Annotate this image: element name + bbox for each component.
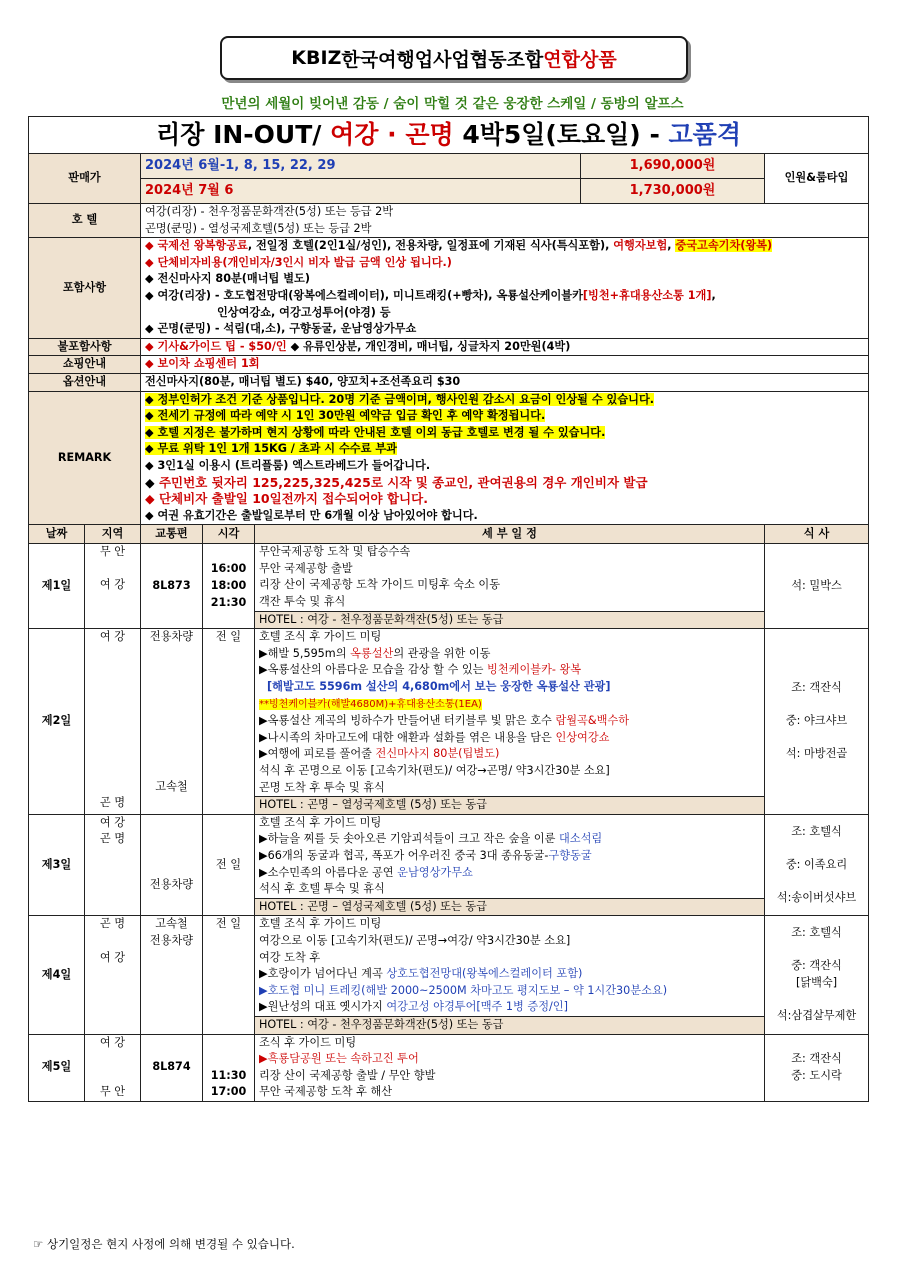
day-1-region: 무 안 여 강 (85, 544, 141, 629)
day-1-detail: 무안국제공항 도착 및 탑승수속 무안 국제공항 출발 리장 산이 국제공항 도착 가이드 미팅후 숙소 이동 객잔 투숙 및 휴식 (255, 544, 765, 611)
day-5-detail: 조식 후 가이드 미팅 ▶흑룡담공원 또는 속하고진 투어 리장 산이 국제공항 출발 / 무안 향발 무안 국제공항 도착 후 해산 (255, 1034, 765, 1101)
day-4-hotel: HOTEL : 여강 - 천우정품문화객잔(5성) 또는 동급 (255, 1016, 765, 1034)
day-2-hotel: HOTEL : 곤명 – 열성국제호텔 (5성) 또는 동급 (255, 797, 765, 815)
page-title: 리장 IN-OUT/ 여강 · 곤명 4박5일(토요일) - 고품격 (29, 117, 869, 154)
hotel-label: 호 텔 (29, 204, 141, 238)
day-3-transport: 전용차량 (141, 814, 203, 916)
day-4-label: 제4일 (29, 916, 85, 1034)
shopping-label: 쇼핑안내 (29, 356, 141, 374)
day-2-time: 전 일 (203, 629, 255, 815)
day-2-transport: 전용차량 고속철 (141, 629, 203, 815)
option-info: 전신마사지(80분, 매너팁 별도) $40, 양꼬치+조선족요리 $30 (141, 373, 869, 391)
day-1-flight: 8L873 (141, 544, 203, 629)
footer-note: ☞ 상기일정은 현지 사정에 의해 변경될 수 있습니다. (33, 1237, 295, 1251)
date-row-1: 2024년 6월-1, 8, 15, 22, 29 (141, 154, 581, 179)
col-meal: 식 사 (765, 525, 869, 544)
day-1-times: 16:00 18:00 21:30 (203, 544, 255, 629)
day-2-region: 여 강 곤 명 (85, 629, 141, 815)
remark-info: ◆ 정부인허가 조건 기준 상품입니다. 20명 기준 금액이며, 행사인원 감소시 요금이 인상될 수 있습니다. ◆ 전세기 규정에 따라 예약 시 1인 30만원 예약금 입금 확인 후 예약 확정됩니다. ◆ 호텔 지정은 불가하며 현지 상황에 따라 안내된 호텔 이외 동급 호텔로 변경 될 수 있습니다. ◆ 무료 위탁 1인 1개 15KG / 초과 시 수수료 부과 ◆ 3인1실 이용시 (트리플룸) 엑스트라베드가 들어갑니다. ◆ 주민번호 뒷자리 125,225,325,425로 시작 및 종교인, 관여권용의 경우 개인비자 발급 ◆ 단체비자 출발일 10일전까지 접수되어야 합니다. ◆ 여권 유효기간은 출발일로부터 만 6개월 이상 남아있어야 합니다. (141, 391, 869, 525)
brand-name: KBIZ (291, 47, 342, 69)
hotel-info: 여강(리장) - 천우정품문화객잔(5성) 또는 등급 2박 곤명(쿤밍) - 열성국제호텔(5성) 또는 등급 2박 (141, 204, 869, 238)
option-label: 옵션안내 (29, 373, 141, 391)
day-1-hotel: HOTEL : 여강 - 천우정품문화객잔(5성) 또는 동급 (255, 611, 765, 629)
col-transport: 교통편 (141, 525, 203, 544)
price-1: 1,690,000원 (581, 154, 765, 179)
day-3-hotel: HOTEL : 곤명 – 열성국제호텔 (5성) 또는 동급 (255, 898, 765, 916)
day-3-label: 제3일 (29, 814, 85, 916)
col-detail: 세 부 일 정 (255, 525, 765, 544)
day-3-time: 전 일 (203, 814, 255, 916)
include-info: ◆ 국제선 왕복항공료, 전일정 호텔(2인1실/성인), 전용차량, 일정표에 기재된 식사(특식포함), 여행자보험, 중국고속기차(왕복) ◆ 단체비자비용(개인비자/3인시 비자 발급 금액 인상 됩니다.) ◆ 전신마사지 80분(매너팁 별도) ◆ 여강(리장) - 호도협전망대(왕복에스컬레이터), 미니트래킹(+빵차), 옥룡설산케이블카[빙천+휴대용산소통 1개], 인상여강쇼, 여강고성투어(야경) 등 ◆ 곤명(쿤밍) - 석림(대,소), 구향동굴, 운남영상가무쇼 (141, 238, 869, 339)
tagline: 만년의 세월이 빚어낸 감동 / 숨이 막힐 것 같은 웅장한 스케일 / 동방의 알프스 (221, 96, 684, 112)
org-name: 한국여행업사업협동조합 (341, 48, 544, 71)
day-2-meal: 조: 객잔식 중: 야크샤브 석: 마방전골 (765, 629, 869, 815)
day-4-time: 전 일 (203, 916, 255, 1034)
product-type: 연합상품 (543, 48, 617, 71)
day-2-label: 제2일 (29, 629, 85, 815)
day-2-detail: 호텔 조식 후 가이드 미팅 ▶해발 5,595m의 옥룡설산의 관광을 위한 이동 ▶옥룡설산의 아름다운 모습을 감상 할 수 있는 빙천케이블카- 왕복 [해발고도 5596m 설산의 4,680m에서 보는 웅장한 옥룡설산 관광] **빙천케이블카(해발4680M)+휴대용산소통(1EA) ▶옥룡설산 계곡의 빙하수가 만들어낸 터키블루 빛 맑은 호수 람월곡&백수하 ▶나시족의 차마고도에 대한 애환과 설화를 엮은 내용을 담은 인상여강쇼 ▶여행에 피로를 풀어줄 전신마사지 80분(팁별도) 석식 후 곤명으로 이동 [고속기차(편도)/ 여강→곤명/ 약3시간30분 소요] 곤명 도착 후 투숙 및 휴식 (255, 629, 765, 797)
day-4-region: 곤 명 여 강 (85, 916, 141, 1034)
brand-banner (220, 36, 688, 80)
exclude-info: ◆ 기사&가이드 팁 - $50/인 ◆ 유류인상분, 개인경비, 매너팁, 싱글차지 20만원(4박) (141, 338, 869, 356)
day-1-label: 제1일 (29, 544, 85, 629)
day-5-flight: 8L874 (141, 1034, 203, 1101)
col-region: 지역 (85, 525, 141, 544)
room-type-label: 인원&룸타입 (765, 154, 869, 204)
day-4-transport: 고속철 전용차량 (141, 916, 203, 1034)
date-row-2: 2024년 7월 6 (141, 179, 581, 204)
day-3-detail: 호텔 조식 후 가이드 미팅 ▶하늘을 찌를 듯 솟아오른 기암괴석들이 크고 작은 숲을 이룬 대소석림 ▶66개의 동굴과 협곡, 폭포가 어우러진 중국 3대 종유동굴-구향동굴 ▶소수민족의 아름다운 공연 운남영상가무쇼 석식 후 호텔 투숙 및 휴식 (255, 814, 765, 898)
day-5-meal: 조: 객잔식 중: 도시락 (765, 1034, 869, 1101)
day-1-meal: 석: 밀박스 (765, 544, 869, 629)
col-time: 시각 (203, 525, 255, 544)
exclude-label: 불포함사항 (29, 338, 141, 356)
shopping-info: ◆ 보이차 쇼핑센터 1회 (141, 356, 869, 374)
price-label: 판매가 (29, 154, 141, 204)
day-3-region: 여 강 곤 명 (85, 814, 141, 916)
day-5-times: 11:30 17:00 (203, 1034, 255, 1101)
day-4-detail: 호텔 조식 후 가이드 미팅 여강으로 이동 [고속기차(편도)/ 곤명→여강/ 약3시간30분 소요] 여강 도착 후 ▶호랑이가 넘어다닌 계곡 상호도협전망대(왕복에스컬레이터 포함) ▶호도협 미니 트레킹(해발 2000~2500M 차마고도 평지도보 – 약 1시간30분소요) ▶원난성의 대표 옛시가지 여강고성 야경투어[맥주 1병 증정/인] (255, 916, 765, 1017)
include-label: 포함사항 (29, 238, 141, 339)
price-2: 1,730,000원 (581, 179, 765, 204)
day-5-label: 제5일 (29, 1034, 85, 1101)
day-4-meal: 조: 호텔식 중: 객잔식 [닭백숙] 석:삼겹살무제한 (765, 916, 869, 1034)
itinerary-table (28, 116, 869, 1102)
col-date: 날짜 (29, 525, 85, 544)
remark-label: REMARK (29, 391, 141, 525)
day-5-region: 여 강 무 안 (85, 1034, 141, 1101)
day-3-meal: 조: 호텔식 중: 이족요리 석:송이버섯샤브 (765, 814, 869, 916)
